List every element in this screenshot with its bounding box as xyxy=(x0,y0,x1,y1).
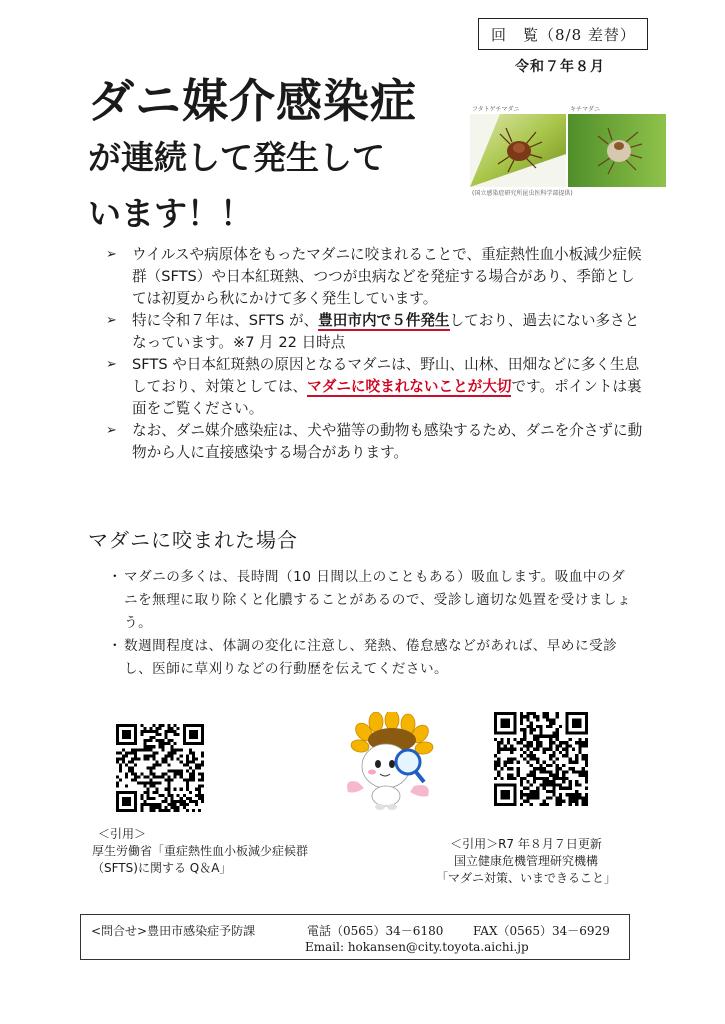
arrow-bullet-icon: ➢ xyxy=(106,313,117,328)
mascot-sunflower-character-icon xyxy=(336,712,448,812)
bullet-emphasis-avoid-bites: マダニに咬まれないことが大切 xyxy=(307,378,512,395)
bullet-text-4: なお、ダニ媒介感染症は、犬や猫等の動物も感染するため、ダニを介さずに動物から人に直接感染する場合があります。 xyxy=(132,422,643,461)
note-item-2 xyxy=(108,635,638,681)
bullet-text-3-pre: SFTS や日本紅斑熱の原因となるマダニは、野山、山林、田畑などに多く生息しており、対策としては、 xyxy=(132,356,640,395)
tick-photo-right xyxy=(568,114,666,187)
citation-right-line-1: ＜引用＞R7 年８月７日更新 xyxy=(450,837,602,851)
bullet-text-3-post: です。ポイントは裏面をご覧ください。 xyxy=(132,378,642,417)
arrow-bullet-icon: ➢ xyxy=(106,247,117,262)
qr-code-jihs-icon[interactable] xyxy=(494,712,582,800)
contact-office: <問合せ>豊田市感染症予防課 xyxy=(91,924,256,938)
bullet-item-3 xyxy=(104,354,644,420)
contact-phone: 電話（0565）34－6180 xyxy=(307,924,444,938)
dot-bullet-icon: ・ xyxy=(108,569,123,585)
title-line-3: います！！ xyxy=(88,194,253,233)
bullet-text-2-post: しており、過去にない多さとなっています。※7 月 22 日時点 xyxy=(132,312,640,351)
citation-left xyxy=(92,826,308,877)
citation-right-line-2: 国立健康危機管理研究機構 xyxy=(453,854,598,868)
citation-right-line-3: 「マダニ対策、いまできること」 xyxy=(435,871,616,885)
bullet-text-1: ウイルスや病原体をもったマダニに咬まれることで、重症熱性血小板減少症候群（SFTS）や日本紅斑熱、つつが虫病などを発症する場合があり、季節としては初夏から秋にかけて多く発生しています。 xyxy=(132,246,642,307)
bitten-notes xyxy=(108,566,638,681)
circulation-notice-text: 回 覧（8/8 差替） xyxy=(491,26,636,44)
title-line-1: ダニ媒介感染症 xyxy=(88,74,417,128)
citation-left-line-2: 厚生労働省「重症熱性血小板減少症候群 xyxy=(92,844,309,858)
bullet-item-2 xyxy=(104,310,644,354)
bullet-item-4 xyxy=(104,420,644,464)
arrow-bullet-icon: ➢ xyxy=(106,423,117,438)
note-text-2: 数週間程度は、体調の変化に注意し、発熱、倦怠感などがあれば、早めに受診し、医師に草刈りなどの行動歴を伝えてください。 xyxy=(124,638,618,677)
bullet-emphasis-cases: 豊田市内で５件発生 xyxy=(318,312,450,329)
bullet-item-1 xyxy=(104,244,644,310)
bullet-text-2-pre: 特に令和７年は、SFTS が、 xyxy=(132,312,319,329)
photo-left-label: フタトゲチマダニ xyxy=(472,106,520,113)
contact-box xyxy=(80,914,630,960)
citation-right xyxy=(424,836,628,887)
citation-left-line-3: （SFTS)に関する Q＆A」 xyxy=(92,861,232,875)
arrow-bullet-icon: ➢ xyxy=(106,357,117,372)
circulation-notice-box xyxy=(478,18,648,50)
photo-right-label: キチマダニ xyxy=(570,106,601,113)
note-text-1: マダニの多くは、長時間（10 日間以上のこともある）吸血します。吸血中のダニを無理に取り除くと化膿することがあるので、受診し適切な処置を受けましょう。 xyxy=(124,569,632,631)
citation-left-line-1: ＜引用＞ xyxy=(98,827,147,841)
tick-photo-left xyxy=(470,114,566,187)
section-heading: マダニに咬まれた場合 xyxy=(88,528,298,552)
bullet-list xyxy=(104,244,644,464)
dot-bullet-icon: ・ xyxy=(108,638,123,654)
issue-date: 令和７年８月 xyxy=(515,59,605,75)
contact-email[interactable]: Email: hokansen@city.toyota.aichi.jp xyxy=(305,940,529,954)
note-item-1 xyxy=(108,566,638,635)
photo-credit: (国立感染症研究所昆虫医科学部提供) xyxy=(472,190,573,197)
contact-fax: FAX（0565）34－6929 xyxy=(473,924,610,938)
title-line-2: が連続して発生して xyxy=(88,138,385,177)
qr-code-mhlw-icon[interactable] xyxy=(116,724,204,812)
